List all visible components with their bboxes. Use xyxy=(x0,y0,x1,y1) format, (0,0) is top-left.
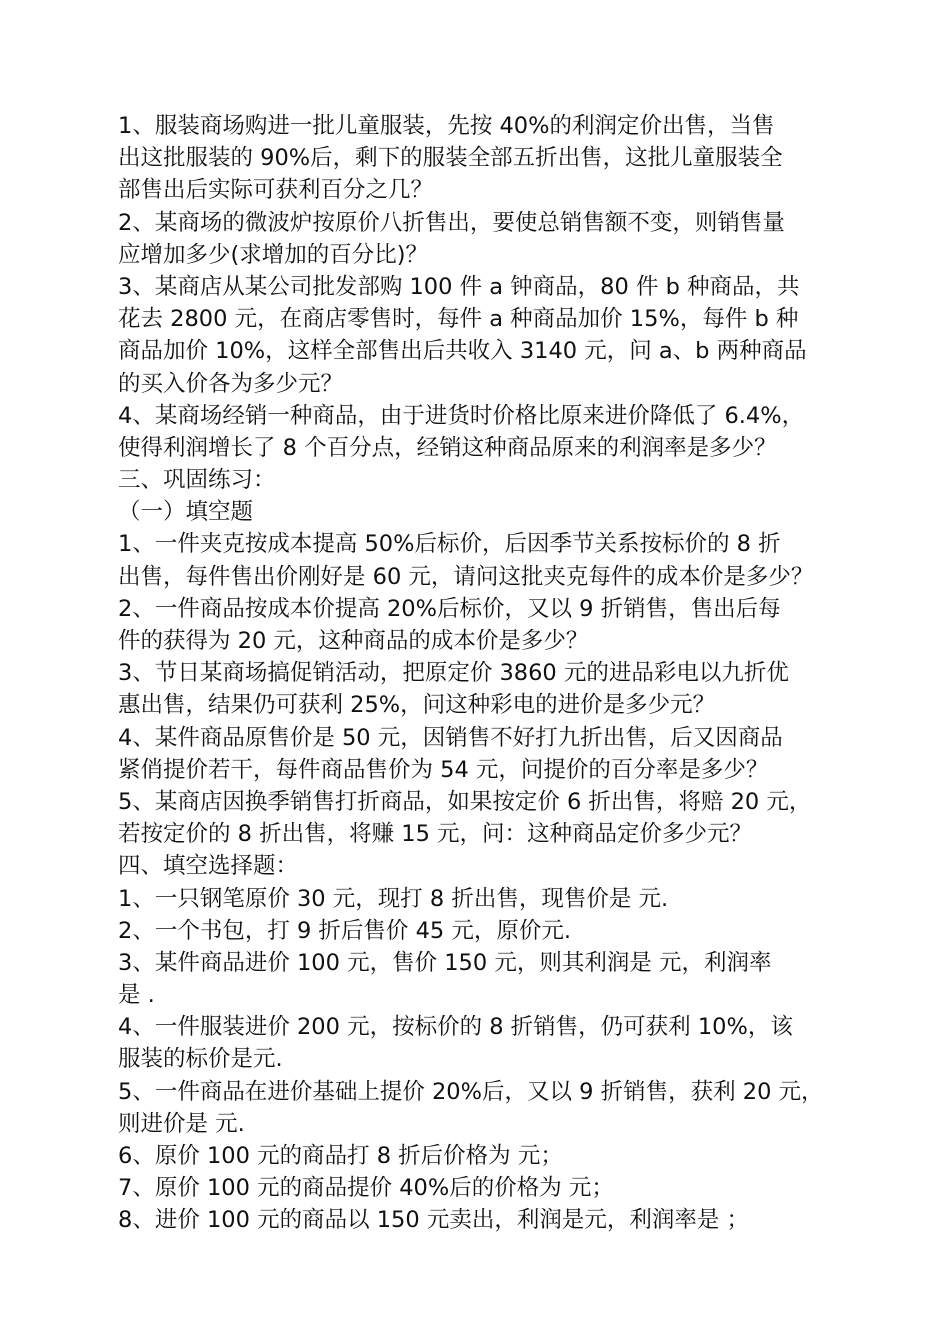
problem-line: 则进价是 元. xyxy=(118,1110,245,1137)
problem-line: 是 . xyxy=(118,982,155,1009)
problem-line: 花去 2800 元，在商店零售时，每件 a 种商品加价 15%，每件 b 种 xyxy=(118,306,799,333)
problem-line: 应增加多少(求增加的百分比)？ xyxy=(118,241,429,268)
problem-line: 2、一件商品按成本价提高 20%后标价，又以 9 折销售，售出后每 xyxy=(118,595,781,622)
problem-line: 8、进价 100 元的商品以 150 元卖出，利润是元，利润率是 ； xyxy=(118,1207,749,1234)
problem-line: 商品加价 10%，这样全部售出后共收入 3140 元，问 a、b 两种商品 xyxy=(118,338,807,365)
problem-line: 部售出后实际可获利百分之几？ xyxy=(118,177,434,204)
problem-line: 出这批服装的 90%后，剩下的服装全部五折出售，这批儿童服装全 xyxy=(118,145,783,172)
problem-line: 5、一件商品在进价基础上提价 20%后，又以 9 折销售，获利 20 元， xyxy=(118,1078,824,1105)
problem-line: 2、某商场的微波炉按原价八折售出，要使总销售额不变，则销售量 xyxy=(118,209,785,236)
problem-line: 6、原价 100 元的商品打 8 折后价格为 元； xyxy=(118,1143,563,1169)
problem-line: 若按定价的 8 折出售，将赚 15 元，问：这种商品定价多少元？ xyxy=(118,821,753,848)
problem-line: 件的获得为 20 元，这种商品的成本价是多少？ xyxy=(118,628,589,654)
problem-line: 1、一只钢笔原价 30 元，现打 8 折出售，现售价是 元. xyxy=(118,885,669,912)
problem-line: 2、一个书包，打 9 折后售价 45 元，原价元. xyxy=(118,917,572,944)
problem-line: 紧俏提价若干，每件商品售价为 54 元，问提价的百分率是多少？ xyxy=(118,756,769,783)
problem-line: 服装的标价是元. xyxy=(118,1046,283,1073)
problem-line: 的买入价各为多少元？ xyxy=(118,370,344,397)
section-heading: 三、巩固练习： xyxy=(118,467,276,494)
problem-line: 1、服装商场购进一批儿童服装，先按 40%的利润定价出售，当售 xyxy=(118,113,775,139)
problem-line: 5、某商店因换季销售打折商品，如果按定价 6 折出售，将赔 20 元， xyxy=(118,788,812,815)
problem-line: 出售，每件售出价刚好是 60 元，请问这批夹克每件的成本价是多少？ xyxy=(118,563,814,590)
problem-line: 1、一件夹克按成本提高 50%后标价，后因季节关系按标价的 8 折 xyxy=(118,531,781,558)
problem-line: 惠出售，结果仍可获利 25%，问这种彩电的进价是多少元？ xyxy=(118,692,716,719)
problem-line: 使得利润增长了 8 个百分点，经销这种商品原来的利润率是多少？ xyxy=(118,434,777,461)
problem-line: 4、某件商品原售价是 50 元，因销售不好打九折出售，后又因商品 xyxy=(118,724,783,751)
section-heading: 四、填空选择题： xyxy=(118,853,299,880)
problem-line: 7、原价 100 元的商品提价 40%后的价格为 元； xyxy=(118,1175,614,1202)
problem-line: 3、某商店从某公司批发部购 100 件 a 钟商品，80 件 b 种商品，共 xyxy=(118,273,800,300)
problem-line: 3、节日某商场搞促销活动，把原定价 3860 元的进品彩电以九折优 xyxy=(118,660,789,687)
document-body xyxy=(118,110,858,1237)
problem-line: 3、某件商品进价 100 元，售价 150 元，则其利润是 元，利润率 xyxy=(118,949,772,976)
problem-line: 4、一件服装进价 200 元，按标价的 8 折销售，仍可获利 10%，该 xyxy=(118,1014,793,1041)
problem-line: 4、某商场经销一种商品，由于进货时价格比原来进价降低了 6.4%， xyxy=(118,402,805,429)
subsection-heading: （一）填空题 xyxy=(118,499,254,526)
